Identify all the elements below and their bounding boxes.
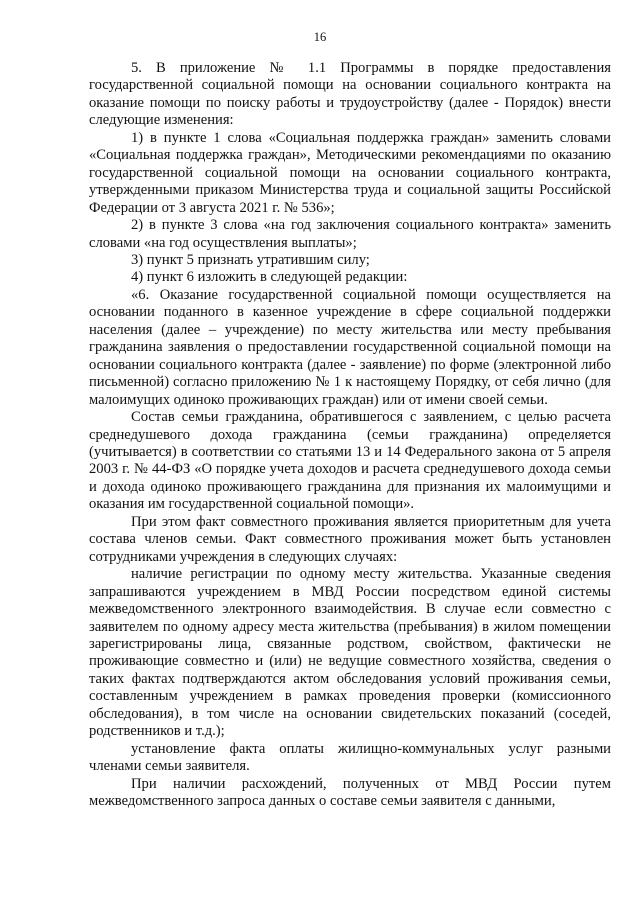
document-body	[89, 60, 611, 810]
page-number: 16	[313, 30, 327, 44]
paragraph-family-composition: Состав семьи гражданина, обратившегося с заявлением, с целью расчета среднедушевого дохода гражданина (семьи гражданина) определяется (учитывается) в соответствии со статьями 13 и 14 Федерального закона от 5 апреля 2003 г. № 44-ФЗ «О порядке учета доходов и расчета среднедушевого дохода семьи и дохода одиноко проживающего гражданина для признания их малоимущими и оказания им государственной социальной помощи».	[89, 409, 611, 513]
paragraph-cohabitation-priority: При этом факт совместного проживания является приоритетным для учета состава членов семьи. Факт совместного проживания может быть установлен сотрудниками учреждения в следующих случаях:	[89, 513, 611, 565]
paragraph-subitem-3: 3) пункт 5 признать утратившим силу;	[131, 251, 370, 268]
paragraph-utility-payment-case: установление факта оплаты жилищно-коммунальных услуг разными членами семьи заявителя.	[89, 740, 611, 775]
paragraph-subitem-4: 4) пункт 6 изложить в следующей редакции:	[131, 269, 408, 286]
paragraph-point-6: «6. Оказание государственной социальной помощи осуществляется на основании поданного в казенное учреждение в сфере социальной поддержки населения (далее – учреждение) по месту жительства или месту пребывания гражданина заявления о предоставлении государственной социальной помощи на основании социального контракта (далее - заявление) по форме (электронной либо письменной) согласно приложению № 1 к настоящему Порядку, от себя лично (для малоимущих одиноко проживающих граждан) или от имени своей семьи.	[89, 286, 611, 408]
paragraph-subitem-1: 1) в пункте 1 слова «Социальная поддержка граждан» заменить словами «Социальная поддержка граждан», Методическими рекомендациями по оказанию государственной социальной помощи на основании социального контракта, утвержденными приказом Министерства труда и социальной защиты Российской Федерации от 3 августа 2021 г. № 536»;	[89, 129, 611, 216]
paragraph-item-5-intro: 5. В приложение № 1.1 Программы в порядке предоставления государственной социальной помощи на основании социального контракта на оказание помощи по поиску работы и трудоустройству (далее - Порядок) внести следующие изменения:	[89, 60, 611, 129]
paragraph-registration-case: наличие регистрации по одному месту жительства. Указанные сведения запрашиваются учреждением в МВД России посредством единой системы межведомственного электронного взаимодействия. В случае если совместно с заявителем по одному адресу места жительства (пребывания) в жилом помещении зарегистрированы лица, связанные родством, свойством, фактически не проживающие совместно и (или) не ведущие совместного хозяйства, сведения о таких фактах подтверждаются актом обследования условий проживания семьи, составленным учреждением в рамках проведения проверки (комиссионного обследования), в том числе на основании свидетельских показаний (соседей, родственников и т.д.);	[89, 566, 611, 740]
paragraph-subitem-2: 2) в пункте 3 слова «на год заключения социального контракта» заменить словами «на год осуществления выплаты»;	[89, 217, 611, 251]
paragraph-discrepancies: При наличии расхождений, полученных от МВД России путем межведомственного запроса данных о составе семьи заявителя с данными,	[89, 775, 611, 810]
